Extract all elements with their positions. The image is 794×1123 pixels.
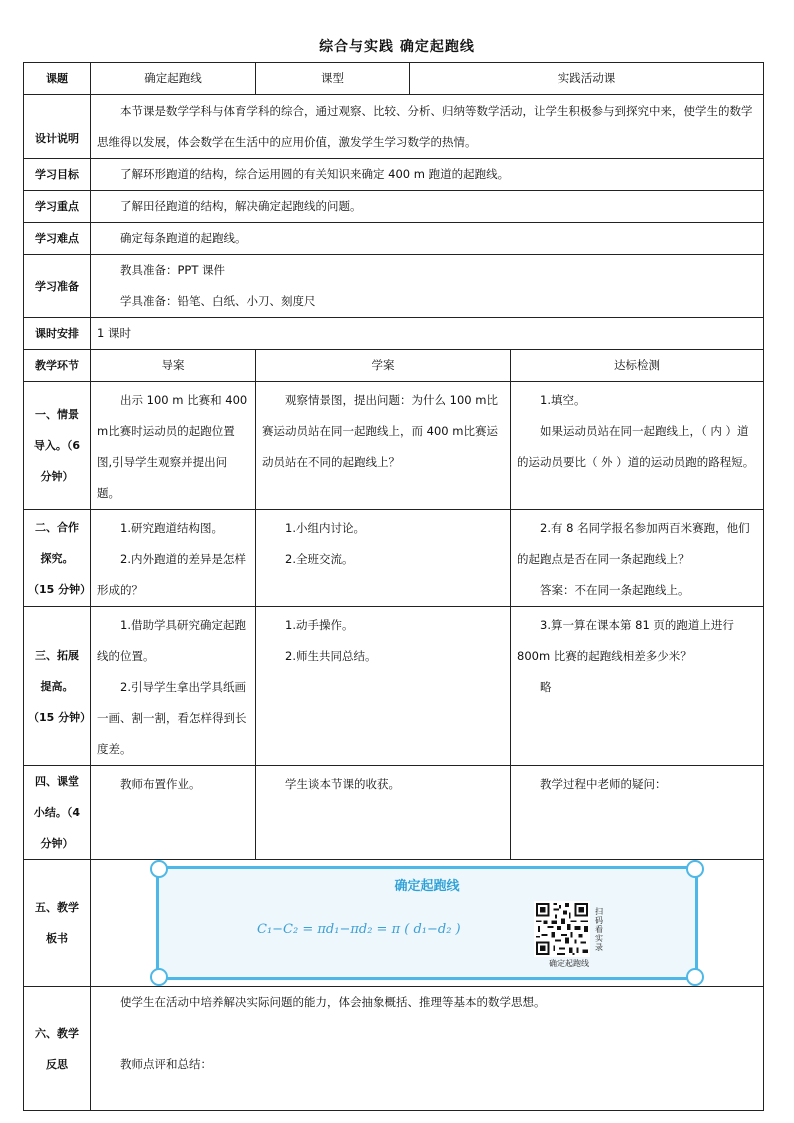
- check-text: 答案：不在同一条起跑线上。: [540, 583, 690, 597]
- hours-label: 课时安排: [24, 318, 91, 350]
- stage-label: 五、教学: [35, 901, 79, 914]
- lesson-plan-table: [23, 62, 764, 1111]
- page-title: 综合与实践 确定起跑线: [319, 39, 475, 55]
- col-check: 达标检测: [511, 350, 764, 382]
- type-label: 课型: [256, 63, 410, 95]
- qr-caption: 确定起跑线: [549, 959, 589, 968]
- stage-label: 探究。: [40, 551, 74, 565]
- reflection-text: 使学生在活动中培养解决实际问题的能力，体会抽象概括、推理等基本的数学思想。: [120, 995, 546, 1009]
- check-text: 教学过程中老师的疑问：: [511, 766, 764, 860]
- guide-text: 1.借助学具研究确定起跑线的位置。: [97, 618, 246, 663]
- column-header-row: [24, 350, 764, 382]
- design-text: 本节课是数学学科与体育学科的综合，通过观察、比较、分析、归纳等数学活动，让学生积极参与到探究中来，使学生的数学思维得以发展，体会数学在生活中的应用价值，激发学生学习数学的热情。: [91, 95, 764, 159]
- design-row: [24, 95, 764, 159]
- stage-label: 分钟）: [40, 470, 74, 483]
- blackboard: [156, 866, 698, 980]
- stage-label: 四、课堂: [35, 775, 79, 788]
- stage-label: 六、教学: [35, 1026, 79, 1040]
- stage-row: [24, 607, 764, 766]
- board-row: [24, 860, 764, 987]
- hours-value: 1 课时: [91, 318, 764, 350]
- study-text: 1.小组内讨论。: [285, 521, 365, 535]
- col-guide: 导案: [91, 350, 256, 382]
- col-stage: 教学环节: [24, 350, 91, 382]
- board-formula: C₁−C₂ = πd₁−πd₂ = π ( d₁−d₂ ): [257, 922, 461, 937]
- difficulty-text: 确定每条跑道的起跑线。: [91, 223, 764, 255]
- study-text: 2.师生共同总结。: [285, 649, 377, 663]
- hours-row: [24, 318, 764, 350]
- study-text: 1.动手操作。: [285, 618, 354, 632]
- teacher-comment-label: 教师点评和总结：: [120, 1057, 212, 1071]
- info-row: [24, 63, 764, 95]
- difficulty-label: 学习难点: [24, 223, 91, 255]
- stage-row: [24, 510, 764, 607]
- reflection-row: [24, 987, 764, 1111]
- key-text: 了解田径跑道的结构，解决确定起跑线的问题。: [91, 191, 764, 223]
- guide-text: 1.研究跑道结构图。: [120, 521, 223, 535]
- key-label: 学习重点: [24, 191, 91, 223]
- key-row: [24, 191, 764, 223]
- check-text: 略: [540, 680, 552, 694]
- board-title: 确定起跑线: [394, 879, 460, 894]
- prep-label: 学习准备: [24, 255, 91, 318]
- stage-label: 一、情景: [35, 408, 79, 421]
- type-value: 实践活动课: [410, 63, 764, 95]
- topic-value: 确定起跑线: [91, 63, 256, 95]
- check-text: 如果运动员站在同一起跑线上，（ 内 ）道的运动员要比（ 外 ）道的运动员跑的路程短。: [517, 424, 755, 469]
- stage-label: 提高。: [40, 679, 74, 693]
- prep-row: [24, 255, 764, 318]
- stage-label: 小结。（4: [33, 806, 81, 819]
- stage-row: [24, 382, 764, 510]
- study-text: 2.全班交流。: [285, 552, 354, 566]
- difficulty-row: [24, 223, 764, 255]
- goal-text: 了解环形跑道的结构，综合运用圆的有关知识来确定 400 m 跑道的起跑线。: [91, 159, 764, 191]
- guide-text: 教师布置作业。: [91, 766, 256, 860]
- corner-decoration: [150, 968, 168, 986]
- guide-text: 2.内外跑道的差异是怎样形成的？: [97, 552, 246, 597]
- goal-row: [24, 159, 764, 191]
- stage-label: 三、拓展: [35, 648, 79, 662]
- prep-teacher: 教具准备：PPT 课件: [120, 263, 226, 277]
- stage-label: （15 分钟）: [28, 710, 92, 724]
- check-text: 3.算一算在课本第 81 页的跑道上进行 800m 比赛的起跑线相差多少米？: [517, 618, 734, 663]
- guide-text: 2.引导学生拿出学具纸画一画、割一割，看怎样得到长度差。: [97, 680, 247, 756]
- col-study: 学案: [256, 350, 511, 382]
- prep-student: 学具准备：铅笔、白纸、小刀、刻度尺: [120, 294, 316, 308]
- check-text: 2.有 8 名同学报名参加两百米赛跑，他们的起跑点是否在同一条起跑线上？: [517, 521, 750, 566]
- corner-decoration: [686, 860, 704, 878]
- study-text: 学生谈本节课的收获。: [256, 766, 511, 860]
- stage-label: 导入。（6: [33, 439, 81, 452]
- goal-label: 学习目标: [24, 159, 91, 191]
- study-text: 观察情景图，提出问题：为什么 100 m比赛运动员站在同一起跑线上，而 400 m比赛运动员站在不同的起跑线上？: [256, 382, 511, 510]
- stage-label: 反思: [46, 1057, 68, 1071]
- stage-label: 分钟）: [40, 837, 74, 850]
- design-label: 设计说明: [24, 95, 91, 159]
- topic-label: 课题: [24, 63, 91, 95]
- stage-label: 二、合作: [35, 520, 79, 534]
- stage-label: （15 分钟）: [28, 582, 92, 596]
- guide-text: 出示 100 m 比赛和 400 m比赛时运动员的起跑位置图,引导学生观察并提出问题。: [91, 382, 256, 510]
- qr-side-label: 扫码看实录: [595, 907, 603, 952]
- stage-row: [24, 766, 764, 860]
- qr-code-icon[interactable]: [534, 901, 590, 957]
- check-text: 1.填空。: [540, 393, 586, 407]
- corner-decoration: [150, 860, 168, 878]
- stage-label: 板书: [46, 932, 68, 945]
- corner-decoration: [686, 968, 704, 986]
